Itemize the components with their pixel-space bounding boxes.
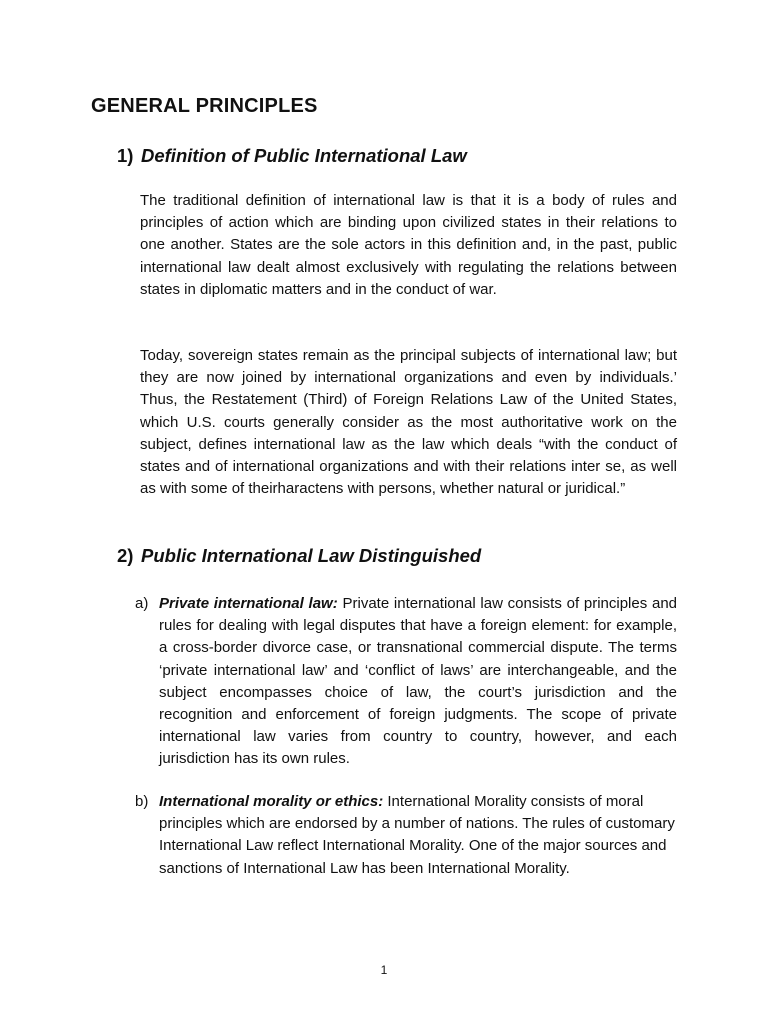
section-heading-distinguished [117, 545, 481, 567]
term-label: Private international law: [159, 595, 338, 612]
list-item-body [159, 593, 677, 771]
term-description: Private international law consists of principles and rules for dealing with legal disputes that have a foreign element: for example, a cross-border divorce case, or transnational commercial dispute. The terms ‘private international law’ and ‘conflict of laws’ are interchangeable, and the subject encompasses choice of law, the court’s jurisdiction and the recognition and enforcement of foreign judgments. The scope of private international law varies from country to country, however, and each jurisdiction has its own rules. [159, 595, 678, 768]
section-number: 2) [117, 545, 134, 566]
paragraph-modern-definition: Today, sovereign states remain as the principal subjects of international law; but they are now joined by international organizations and even by individuals.’ Thus, the Restatement (Third) of Foreign Relations Law of the United States, which U.S. courts generally consider as the most authoritative work on the subject, defines international law as the law which deals “with the conduct of states and of international organizations and with their relations inter se, as well as with some of theirharactens with persons, whether natural or juridical.” [140, 347, 677, 498]
list-item-international-morality [135, 791, 677, 880]
list-marker: b) [135, 793, 149, 810]
paragraph-traditional-definition: The traditional definition of international law is that it is a body of rules and principles of action which are binding upon civilized states in their relations to one another. States are the sole actors in this definition and, in the past, public international law dealt almost exclusively with regulating the relations between states in diplomatic matters and in the conduct of war. [140, 192, 677, 298]
list-marker: a) [135, 595, 149, 612]
page-number: 1 [380, 963, 388, 977]
section-title: Public International Law Distinguished [141, 545, 482, 566]
term-label: International morality or ethics: [159, 793, 384, 810]
page-title: GENERAL PRINCIPLES [91, 95, 318, 117]
section-title: Definition of Public International Law [141, 145, 467, 166]
list-item-body [159, 791, 677, 880]
term-description: International Morality consists of moral principles which are endorsed by a number of nations. The rules of customary International Law reflect International Morality. One of the major sources and sanctions of International Law has been International Morality. [159, 793, 675, 877]
section-heading-definition [117, 145, 467, 167]
section-number: 1) [117, 145, 134, 166]
list-item-private-international-law [135, 593, 677, 771]
